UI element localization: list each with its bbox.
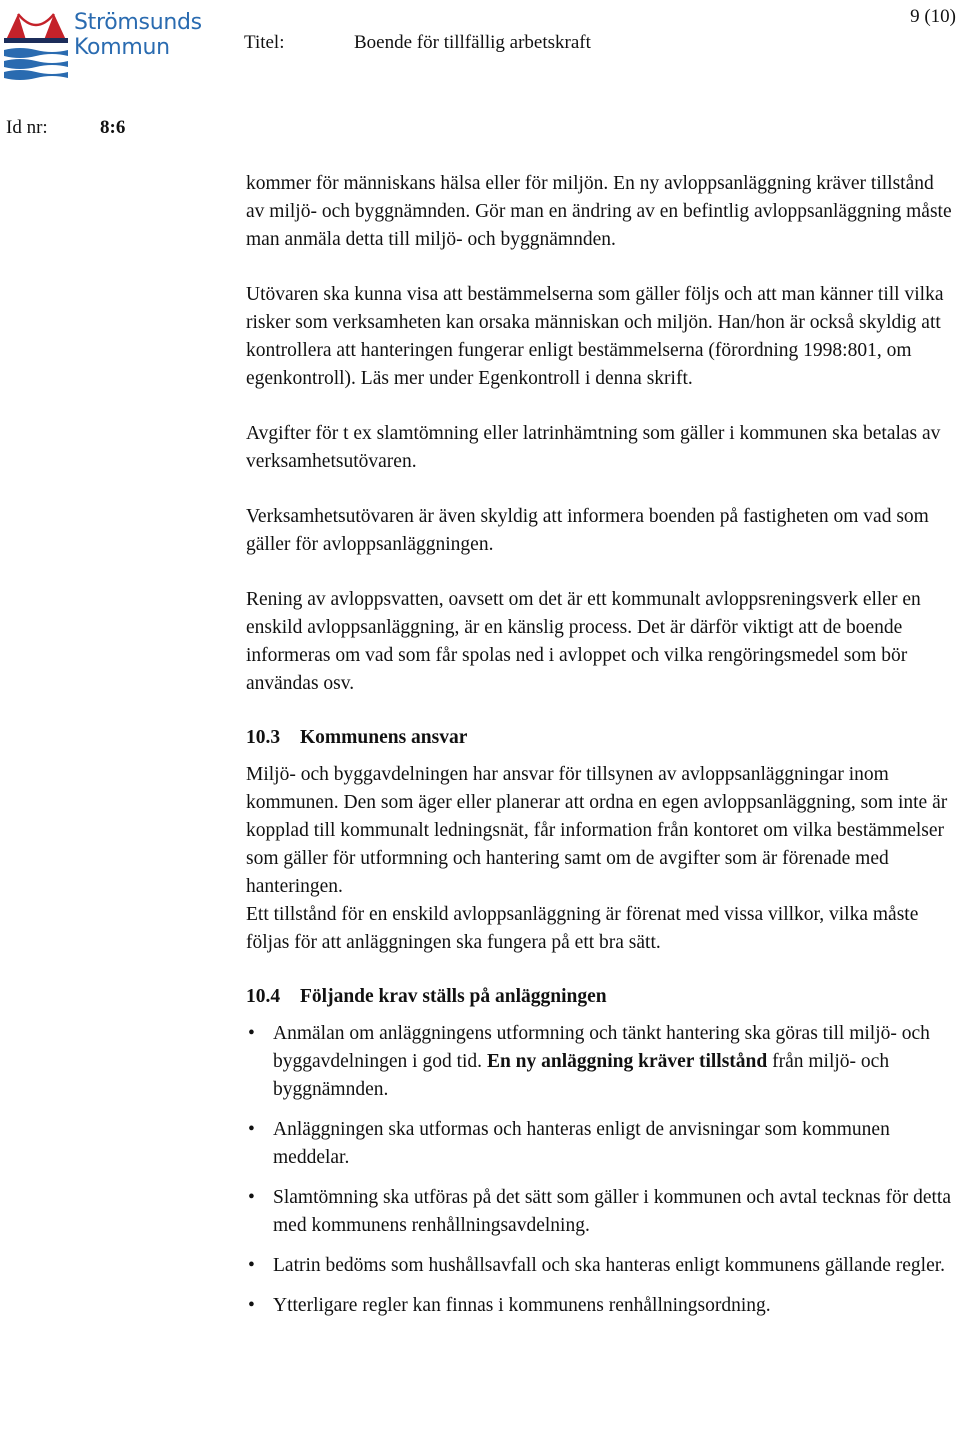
paragraph: Ett tillstånd för en enskild avloppsanläggning är förenat med vissa villkor, vilka måste följas för att anläggningen ska fungera på ett bra sätt. xyxy=(246,904,919,953)
list-item xyxy=(246,1252,956,1280)
list-item xyxy=(246,1116,956,1172)
bullet-icon: • xyxy=(248,1187,255,1208)
logo-line-1: Strömsunds xyxy=(74,10,202,35)
paragraph: Verksamhetsutövaren är även skyldig att informera boenden på fastigheten om vad som gäller för avloppsanläggningen. xyxy=(246,506,929,555)
list-item xyxy=(246,1020,956,1104)
paragraph: Rening av avloppsvatten, oavsett om det är ett kommunalt avloppsreningsverk eller en enskild avloppsanläggning, är en känslig process. Det är därför viktigt att de boende informeras om vad som får spolas ned i avloppet och vilka rengöringsmedel som bör användas osv. xyxy=(246,589,921,694)
logo-wordmark xyxy=(74,10,202,60)
paragraph: Miljö- och byggavdelningen har ansvar för tillsynen av avloppsanläggningar inom kommunen. Den som äger eller planerar att ordna en egen avloppsanläggning, som inte är kopplad till kommunalt ledningsnät, får information från kontoret om vilka bestämmelser som gäller för utformning och hantering samt om de avgifter som är förenade med hanteringen. xyxy=(246,764,948,897)
bullet-icon: • xyxy=(248,1255,255,1276)
list-item-text: Anmälan om anläggningens utformning och tänkt hantering ska göras till miljö- och byggavdelningen i god tid. xyxy=(273,1023,930,1072)
bridge-logo-icon xyxy=(4,6,68,86)
section-title: Följande krav ställs på anläggningen xyxy=(300,986,607,1007)
document-title: Boende för tillfällig arbetskraft xyxy=(354,32,591,53)
list-item xyxy=(246,1292,956,1320)
municipality-logo xyxy=(4,6,202,88)
list-item-text: Latrin bedöms som hushållsavfall och ska hanteras enligt kommunens gällande regler. xyxy=(273,1255,946,1276)
list-item-text: från miljö- och byggnämnden. xyxy=(273,1051,890,1100)
title-label: Titel: xyxy=(244,32,285,53)
section-heading-10-4 xyxy=(246,984,956,1010)
id-label: Id nr: xyxy=(6,117,48,138)
list-item-bold-text: En ny anläggning kräver tillstånd xyxy=(486,1051,768,1072)
paragraph: Avgifter för t ex slamtömning eller latrinhämtning som gäller i kommunen ska betalas av verksamhetsutövaren. xyxy=(246,423,941,472)
list-item-text: Slamtömning ska utföras på det sätt som gäller i kommunen och avtal tecknas för detta med kommunens renhållningsavdelning. xyxy=(273,1187,951,1236)
list-item-text: Ytterligare regler kan finnas i kommunens renhållningsordning. xyxy=(273,1295,771,1316)
id-value: 8:6 xyxy=(100,117,126,138)
section-number: 10.4 xyxy=(246,986,281,1007)
bullet-icon: • xyxy=(248,1023,255,1044)
bullet-icon: • xyxy=(248,1119,255,1140)
bullet-icon: • xyxy=(248,1295,255,1316)
paragraph: Utövaren ska kunna visa att bestämmelserna som gäller följs och att man känner till vilka risker som verksamheten kan orsaka människan och miljön. Han/hon är också skyldig att kontrollera att hanteringen fungerar enligt bestämmelserna (förordning 1998:801, om egenkontroll). Läs mer under Egenkontroll i denna skrift. xyxy=(246,284,944,389)
logo-line-2: Kommun xyxy=(74,35,170,60)
section-title: Kommunens ansvar xyxy=(300,727,468,748)
section-heading-10-3 xyxy=(246,725,956,751)
document-body xyxy=(246,170,956,1332)
list-item xyxy=(246,1184,956,1240)
list-item-text: Anläggningen ska utformas och hanteras enligt de anvisningar som kommunen meddelar. xyxy=(273,1119,890,1168)
section-number: 10.3 xyxy=(246,727,281,748)
paragraph: kommer för människans hälsa eller för miljön. En ny avloppsanläggning kräver tillstånd av miljö- och byggnämnden. Gör man en ändring av en befintlig avloppsanläggning måste man anmäla detta till miljö- och byggnämnden. xyxy=(246,173,952,250)
page-number: 9 (10) xyxy=(910,6,956,27)
requirements-list xyxy=(246,1020,956,1320)
